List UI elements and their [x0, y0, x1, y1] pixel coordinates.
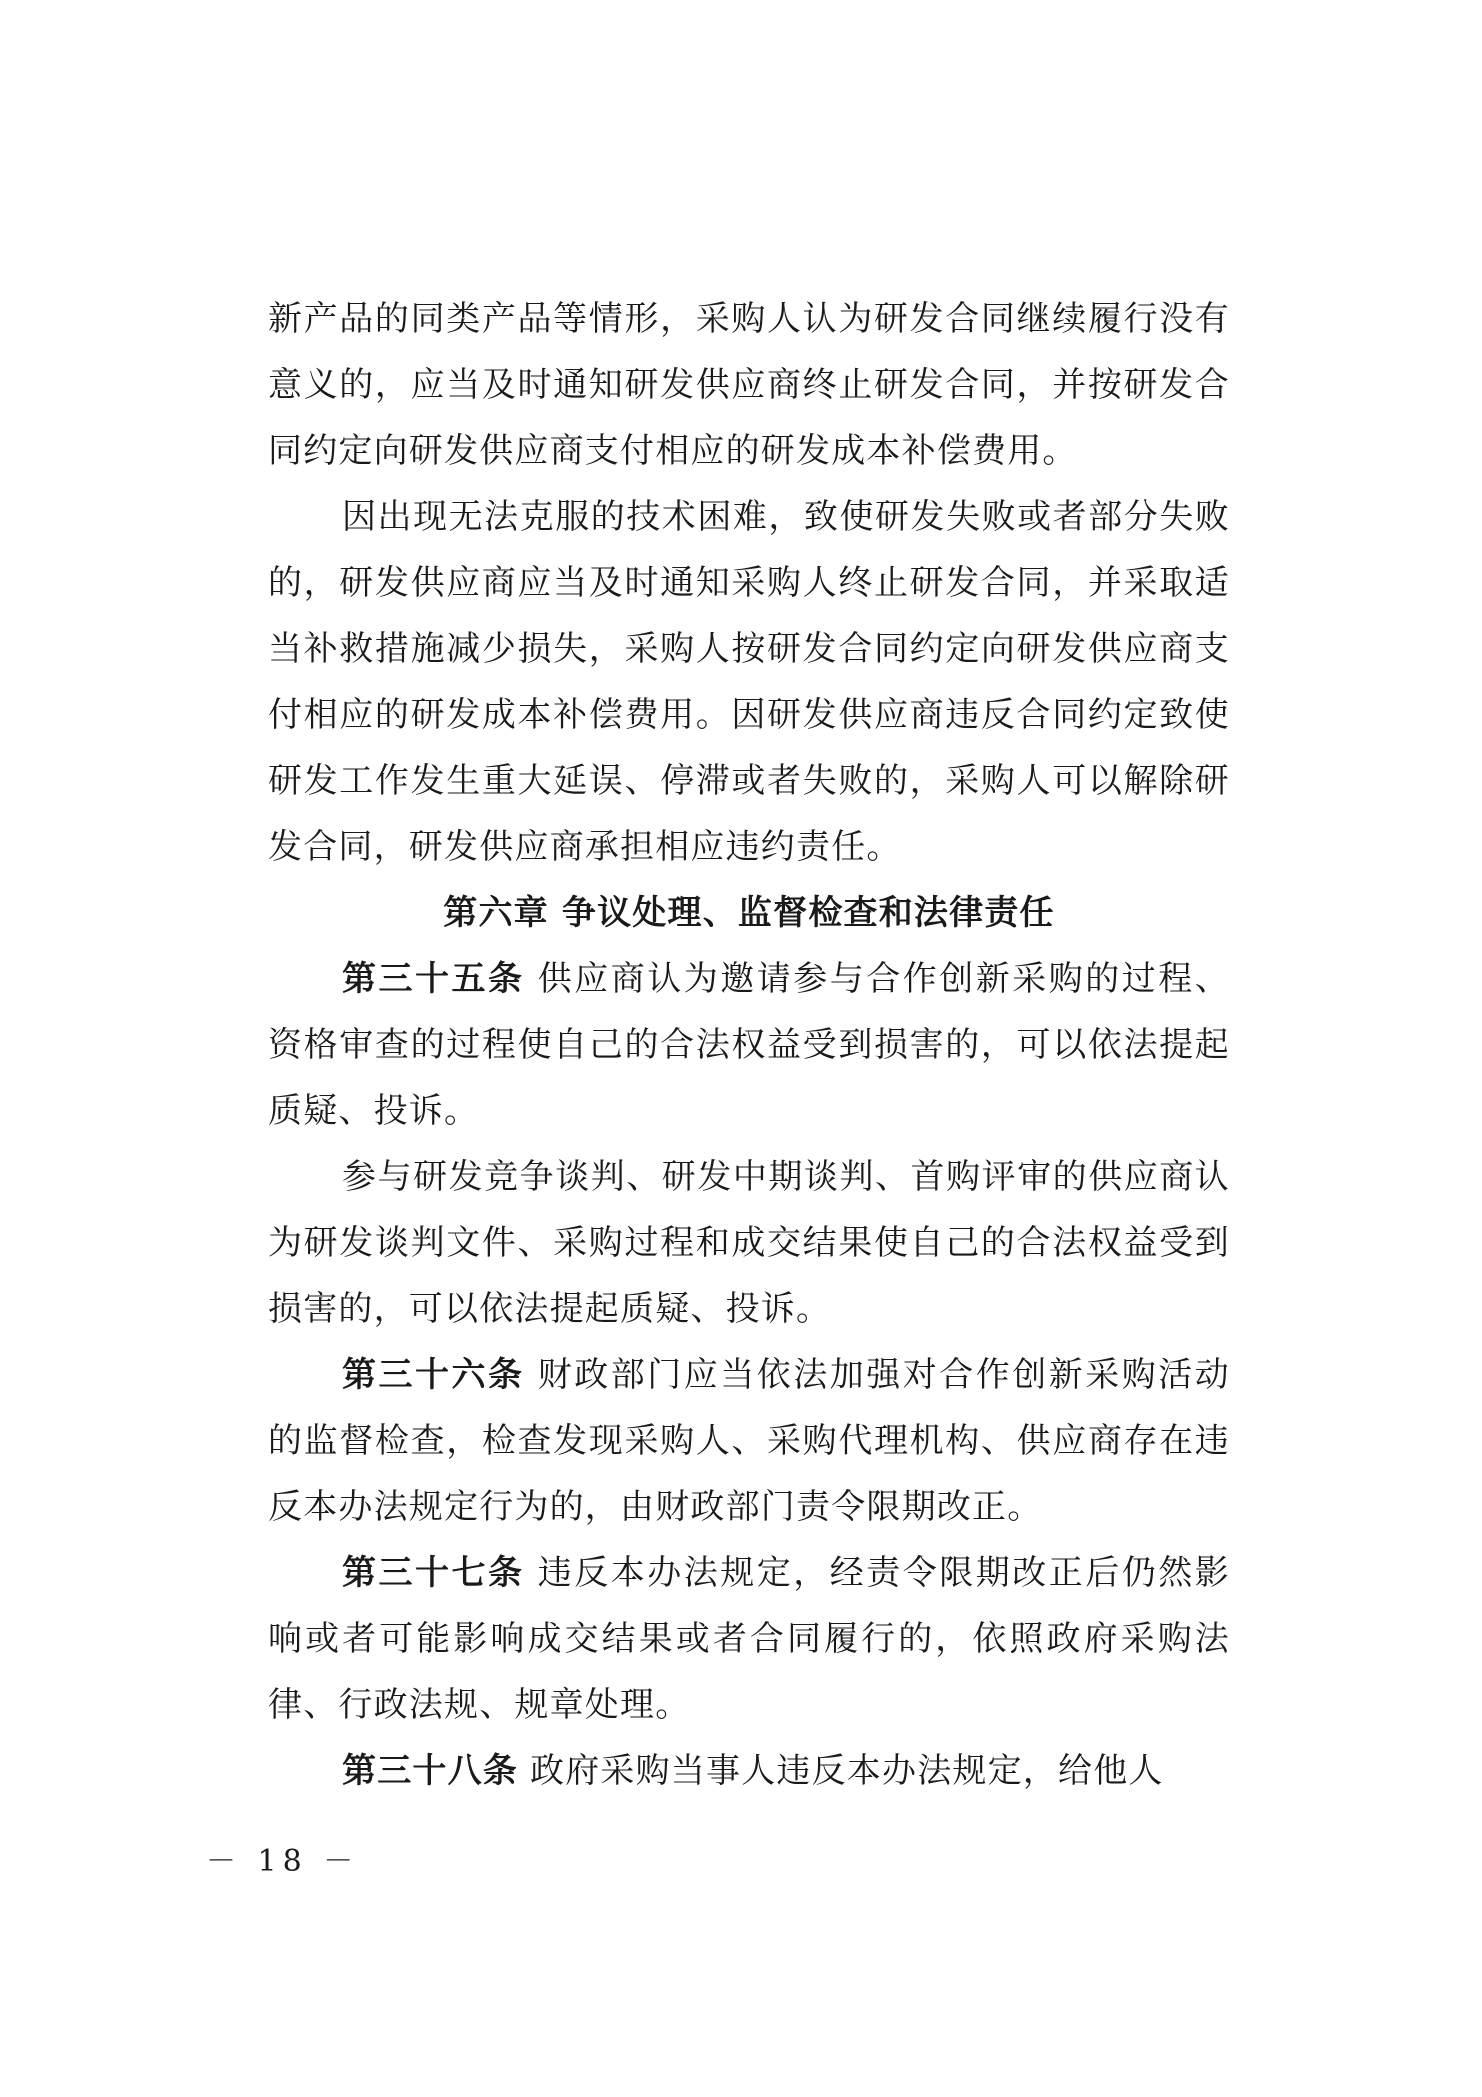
paragraph-research-failure: 因出现无法克服的技术困难，致使研发失败或者部分失败的，研发供应商应当及时通知采购人终止研发合同，并采取适当补救措施减少损失，采购人按研发合同约定向研发供应商支付相应的研发成本补偿费用。因研发供应商违反合同约定致使研发工作发生重大延误、停滞或者失败的，采购人可以解除研发合同，研发供应商承担相应违约责任。 [268, 497, 1230, 867]
paragraph-continued: 新产品的同类产品等情形，采购人认为研发合同继续履行没有意义的，应当及时通知研发供应商终止研发合同，并按研发合同约定向研发供应商支付相应的研发成本补偿费用。 [268, 299, 1230, 471]
chapter-title: 第六章 争议处理、监督检查和法律责任 [443, 893, 1055, 933]
page-number: － 18 － [206, 1844, 360, 1879]
article-text: 供应商认为邀请参与合作创新采购的过程、资格审查的过程使自己的合法权益受到损害的，可以依法提起质疑、投诉。 [268, 959, 1230, 1131]
document-body [268, 286, 1230, 1804]
article-35 [268, 946, 1230, 1144]
article-35-paragraph-2: 参与研发竞争谈判、研发中期谈判、首购评审的供应商认为研发谈判文件、采购过程和成交结果使自己的合法权益受到损害的，可以依法提起质疑、投诉。 [268, 1157, 1230, 1329]
article-number: 第三十八条 [342, 1751, 518, 1791]
article-37 [268, 1540, 1230, 1738]
article-text: 政府采购当事人违反本办法规定，给他人 [518, 1751, 1164, 1791]
article-number: 第三十五条 [342, 959, 525, 999]
article-text: 财政部门应当依法加强对合作创新采购活动的监督检查，检查发现采购人、采购代理机构、供应商存在违反本办法规定行为的，由财政部门责令限期改正。 [268, 1355, 1230, 1527]
article-38 [268, 1738, 1230, 1804]
article-text: 违反本办法规定，经责令限期改正后仍然影响或者可能影响成交结果或者合同履行的，依照政府采购法律、行政法规、规章处理。 [268, 1553, 1230, 1725]
article-36 [268, 1342, 1230, 1540]
article-number: 第三十七条 [342, 1553, 525, 1593]
article-number: 第三十六条 [342, 1355, 525, 1395]
